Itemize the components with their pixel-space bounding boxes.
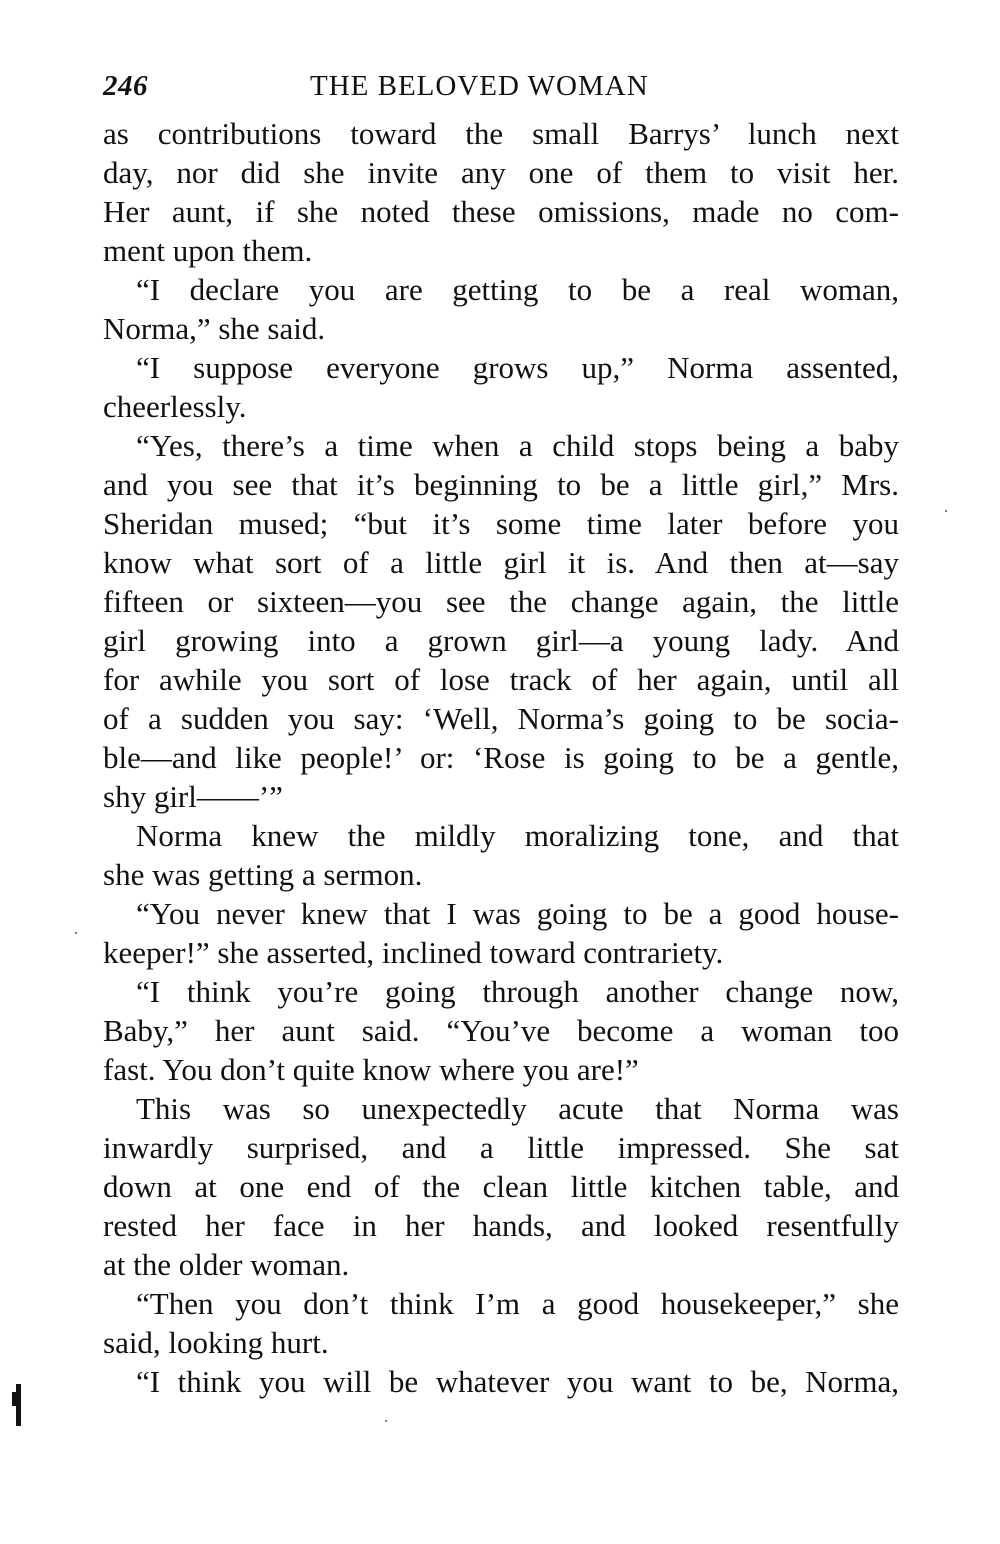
scan-speck — [75, 932, 77, 934]
text-line: fifteen or sixteen—you see the change again, the little — [103, 584, 899, 619]
scan-margin-mark — [16, 1384, 21, 1426]
text-line: “I think you will be whatever you want to be, Norma, — [136, 1364, 899, 1399]
book-page — [103, 70, 899, 1401]
text-line: she was getting a sermon. — [103, 857, 423, 892]
text-line: keeper!” she asserted, inclined toward contrariety. — [103, 935, 724, 970]
text-line: “I think you’re going through another change now, — [136, 974, 899, 1009]
text-line: Norma knew the mildly moralizing tone, and that — [136, 818, 899, 853]
text-line: inwardly surprised, and a little impressed. She sat — [103, 1130, 899, 1165]
page-header — [103, 70, 899, 114]
text-line: “I declare you are getting to be a real woman, — [136, 272, 899, 307]
text-line: for awhile you sort of lose track of her again, until all — [103, 662, 899, 697]
text-line: ment upon them. — [103, 233, 313, 268]
text-line: day, nor did she invite any one of them to visit her. — [103, 155, 899, 190]
text-line: know what sort of a little girl it is. And then at—say — [103, 545, 899, 580]
text-line: at the older woman. — [103, 1247, 350, 1282]
text-line: “Yes, there’s a time when a child stops being a baby — [136, 428, 899, 463]
text-line: Her aunt, if she noted these omissions, made no com- — [103, 194, 899, 229]
text-line: “Then you don’t think I’m a good housekeeper,” she — [136, 1286, 899, 1321]
running-title: THE BELOVED WOMAN — [310, 70, 649, 102]
text-line: fast. You don’t quite know where you are!” — [103, 1052, 639, 1087]
page-number: 246 — [103, 70, 148, 102]
text-line: This was so unexpectedly acute that Norma was — [136, 1091, 899, 1126]
text-line: said, looking hurt. — [103, 1325, 329, 1360]
text-line: rested her face in her hands, and looked resentfully — [103, 1208, 899, 1243]
text-line: and you see that it’s beginning to be a little girl,” Mrs. — [103, 467, 899, 502]
scan-margin-mark-tip — [12, 1392, 16, 1406]
body-text — [103, 114, 899, 1401]
text-line: shy girl——’” — [103, 779, 283, 814]
text-line: down at one end of the clean little kitchen table, and — [103, 1169, 899, 1204]
text-line: of a sudden you say: ‘Well, Norma’s going to be socia- — [103, 701, 899, 736]
text-line: “I suppose everyone grows up,” Norma assented, — [136, 350, 899, 385]
text-line: cheerlessly. — [103, 389, 247, 424]
text-line: Sheridan mused; “but it’s some time later before you — [103, 506, 899, 541]
text-line: girl growing into a grown girl—a young lady. And — [103, 623, 899, 658]
scan-speck — [385, 1420, 387, 1422]
text-line: Baby,” her aunt said. “You’ve become a woman too — [103, 1013, 899, 1048]
scan-speck — [945, 510, 947, 512]
text-line: as contributions toward the small Barrys’ lunch next — [103, 116, 899, 151]
text-line: ble—and like people!’ or: ‘Rose is going to be a gentle, — [103, 740, 899, 775]
text-line: Norma,” she said. — [103, 311, 326, 346]
text-line: “You never knew that I was going to be a good house- — [136, 896, 899, 931]
